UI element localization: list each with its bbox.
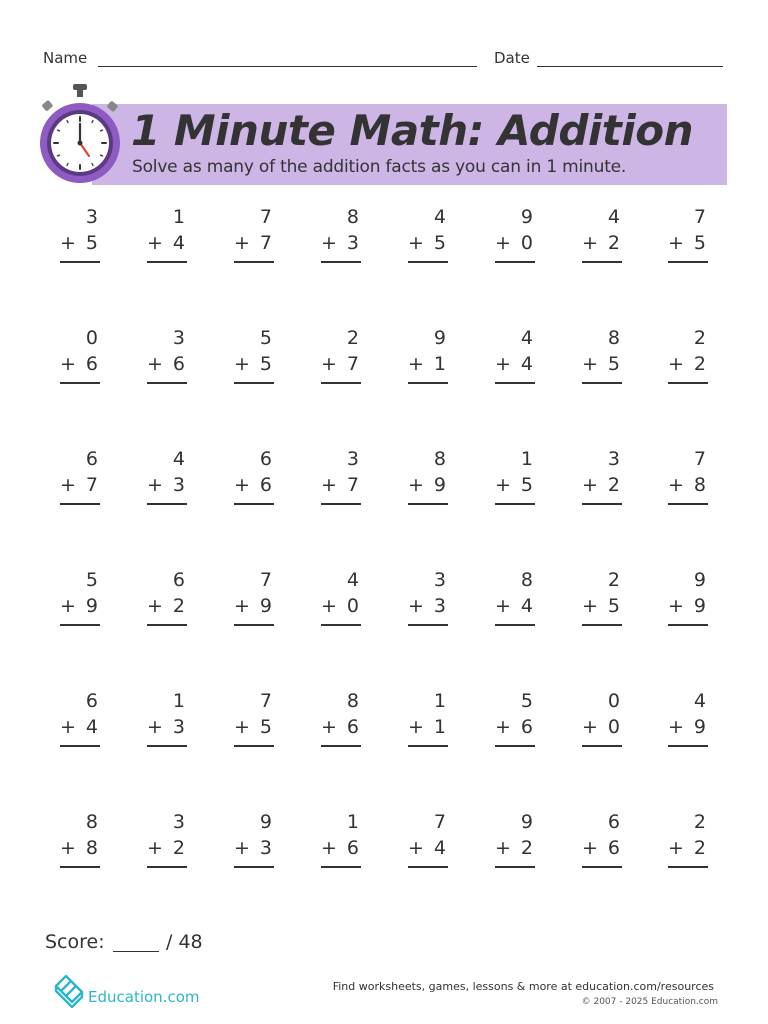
addend-top: 2 (346, 327, 359, 349)
answer-line[interactable] (582, 382, 622, 384)
plus-sign: + (582, 716, 598, 738)
answer-line[interactable] (60, 503, 100, 505)
problem (668, 811, 708, 871)
problem (668, 448, 708, 508)
answer-line[interactable] (60, 624, 100, 626)
addend-top: 8 (346, 206, 359, 228)
addend-bottom: 9 (259, 595, 272, 617)
addend-top: 3 (346, 448, 359, 470)
addend-top: 5 (520, 690, 533, 712)
addend-bottom: 2 (172, 837, 185, 859)
plus-sign: + (582, 837, 598, 859)
problem (147, 811, 187, 871)
addend-bottom: 7 (85, 474, 98, 496)
plus-sign: + (408, 474, 424, 496)
answer-line[interactable] (668, 261, 708, 263)
addend-top: 4 (346, 569, 359, 591)
answer-line[interactable] (234, 745, 274, 747)
addend-top: 7 (433, 811, 446, 833)
answer-line[interactable] (234, 624, 274, 626)
problem (582, 206, 622, 266)
addend-top: 9 (693, 569, 706, 591)
plus-sign: + (408, 353, 424, 375)
addend-bottom: 3 (346, 232, 359, 254)
addend-bottom: 9 (85, 595, 98, 617)
problem (495, 690, 535, 750)
addend-bottom: 5 (607, 353, 620, 375)
problem (234, 811, 274, 871)
problem (234, 569, 274, 629)
addend-top: 4 (693, 690, 706, 712)
answer-line[interactable] (408, 261, 448, 263)
plus-sign: + (668, 232, 684, 254)
problem (321, 206, 361, 266)
problem (668, 327, 708, 387)
addend-top: 8 (85, 811, 98, 833)
answer-line[interactable] (147, 261, 187, 263)
plus-sign: + (234, 353, 250, 375)
problem (60, 811, 100, 871)
plus-sign: + (60, 716, 76, 738)
addend-bottom: 0 (346, 595, 359, 617)
answer-line[interactable] (321, 866, 361, 868)
plus-sign: + (408, 232, 424, 254)
addend-top: 3 (607, 448, 620, 470)
addend-bottom: 1 (433, 353, 446, 375)
answer-line[interactable] (60, 382, 100, 384)
addend-bottom: 2 (607, 232, 620, 254)
addend-bottom: 9 (693, 595, 706, 617)
addend-bottom: 2 (693, 353, 706, 375)
plus-sign: + (60, 837, 76, 859)
plus-sign: + (321, 837, 337, 859)
addend-top: 1 (520, 448, 533, 470)
problem (147, 327, 187, 387)
answer-line[interactable] (234, 503, 274, 505)
plus-sign: + (234, 474, 250, 496)
addend-bottom: 5 (259, 716, 272, 738)
plus-sign: + (495, 353, 511, 375)
addend-top: 3 (172, 811, 185, 833)
addend-bottom: 4 (520, 595, 533, 617)
score-label: Score: (45, 931, 105, 953)
addend-bottom: 7 (346, 353, 359, 375)
problem (582, 327, 622, 387)
addend-top: 8 (520, 569, 533, 591)
answer-line[interactable] (321, 503, 361, 505)
problem (60, 327, 100, 387)
plus-sign: + (582, 232, 598, 254)
addend-bottom: 7 (259, 232, 272, 254)
answer-line[interactable] (582, 624, 622, 626)
addend-bottom: 2 (172, 595, 185, 617)
problem (668, 206, 708, 266)
answer-line[interactable] (408, 382, 448, 384)
problem (147, 206, 187, 266)
problem (60, 206, 100, 266)
answer-line[interactable] (321, 745, 361, 747)
plus-sign: + (234, 837, 250, 859)
addend-bottom: 6 (607, 837, 620, 859)
problem (147, 569, 187, 629)
addend-top: 7 (259, 690, 272, 712)
problem (408, 569, 448, 629)
addend-top: 8 (607, 327, 620, 349)
plus-sign: + (408, 716, 424, 738)
addend-top: 6 (259, 448, 272, 470)
answer-line[interactable] (582, 866, 622, 868)
addend-bottom: 5 (85, 232, 98, 254)
addend-bottom: 8 (693, 474, 706, 496)
addend-top: 4 (520, 327, 533, 349)
answer-line[interactable] (147, 745, 187, 747)
name-field[interactable] (98, 66, 477, 67)
plus-sign: + (321, 232, 337, 254)
addend-top: 2 (607, 569, 620, 591)
addend-bottom: 2 (607, 474, 620, 496)
addend-bottom: 5 (433, 232, 446, 254)
addend-top: 9 (520, 206, 533, 228)
answer-line[interactable] (495, 866, 535, 868)
plus-sign: + (60, 353, 76, 375)
plus-sign: + (495, 837, 511, 859)
problem (582, 448, 622, 508)
problem (408, 206, 448, 266)
addend-top: 1 (172, 690, 185, 712)
date-field[interactable] (537, 66, 723, 67)
footer-tagline: Find worksheets, games, lessons & more at education.com/resources (332, 980, 714, 993)
addend-bottom: 4 (172, 232, 185, 254)
answer-line[interactable] (147, 866, 187, 868)
problem (147, 448, 187, 508)
answer-line[interactable] (60, 866, 100, 868)
addend-bottom: 7 (346, 474, 359, 496)
addend-bottom: 9 (693, 716, 706, 738)
plus-sign: + (234, 232, 250, 254)
date-label: Date (494, 49, 530, 67)
problem (495, 206, 535, 266)
addend-bottom: 6 (346, 716, 359, 738)
plus-sign: + (668, 474, 684, 496)
plus-sign: + (234, 595, 250, 617)
addend-bottom: 5 (520, 474, 533, 496)
plus-sign: + (147, 474, 163, 496)
answer-line[interactable] (60, 745, 100, 747)
addend-top: 7 (259, 569, 272, 591)
addend-bottom: 6 (259, 474, 272, 496)
problem (668, 690, 708, 750)
answer-line[interactable] (147, 382, 187, 384)
addend-bottom: 9 (433, 474, 446, 496)
addend-bottom: 3 (259, 837, 272, 859)
addend-top: 1 (433, 690, 446, 712)
addend-top: 4 (433, 206, 446, 228)
addend-top: 5 (85, 569, 98, 591)
brand-name: Education.com (88, 988, 200, 1006)
plus-sign: + (668, 353, 684, 375)
answer-line[interactable] (495, 503, 535, 505)
answer-line[interactable] (408, 866, 448, 868)
answer-line[interactable] (147, 624, 187, 626)
problem (60, 690, 100, 750)
answer-line[interactable] (408, 745, 448, 747)
plus-sign: + (147, 353, 163, 375)
addend-bottom: 1 (433, 716, 446, 738)
addend-top: 6 (85, 690, 98, 712)
plus-sign: + (147, 595, 163, 617)
plus-sign: + (147, 232, 163, 254)
answer-line[interactable] (147, 503, 187, 505)
addend-bottom: 8 (85, 837, 98, 859)
instructions: Solve as many of the addition facts as you can in 1 minute. (132, 157, 627, 177)
answer-line[interactable] (582, 503, 622, 505)
problem (321, 327, 361, 387)
answer-line[interactable] (408, 624, 448, 626)
addend-bottom: 4 (85, 716, 98, 738)
plus-sign: + (321, 595, 337, 617)
problem (495, 569, 535, 629)
addend-top: 7 (259, 206, 272, 228)
answer-line[interactable] (495, 624, 535, 626)
plus-sign: + (668, 837, 684, 859)
plus-sign: + (408, 837, 424, 859)
addend-top: 3 (85, 206, 98, 228)
plus-sign: + (495, 474, 511, 496)
answer-line[interactable] (321, 382, 361, 384)
addend-bottom: 2 (520, 837, 533, 859)
name-label: Name (43, 49, 88, 67)
problem (321, 569, 361, 629)
addend-bottom: 6 (172, 353, 185, 375)
addend-top: 2 (693, 811, 706, 833)
plus-sign: + (668, 595, 684, 617)
plus-sign: + (321, 353, 337, 375)
addend-bottom: 6 (346, 837, 359, 859)
answer-line[interactable] (582, 261, 622, 263)
addend-top: 0 (607, 690, 620, 712)
answer-line[interactable] (582, 745, 622, 747)
addend-bottom: 6 (85, 353, 98, 375)
problem (408, 811, 448, 871)
problem (321, 811, 361, 871)
addend-top: 5 (259, 327, 272, 349)
addend-bottom: 4 (433, 837, 446, 859)
problem (495, 448, 535, 508)
addend-top: 6 (172, 569, 185, 591)
plus-sign: + (60, 595, 76, 617)
page-title: 1 Minute Math: Addition (131, 106, 694, 155)
answer-line[interactable] (668, 624, 708, 626)
addend-bottom: 5 (693, 232, 706, 254)
plus-sign: + (147, 837, 163, 859)
answer-line[interactable] (234, 261, 274, 263)
plus-sign: + (408, 595, 424, 617)
problem (582, 569, 622, 629)
answer-line[interactable] (234, 866, 274, 868)
answer-line[interactable] (668, 866, 708, 868)
answer-line[interactable] (668, 382, 708, 384)
plus-sign: + (147, 716, 163, 738)
footer-copyright: © 2007 - 2025 Education.com (581, 997, 718, 1007)
stopwatch-icon (34, 80, 126, 190)
plus-sign: + (582, 353, 598, 375)
problem (408, 327, 448, 387)
plus-sign: + (60, 474, 76, 496)
answer-line[interactable] (408, 503, 448, 505)
addend-top: 2 (693, 327, 706, 349)
addend-top: 1 (346, 811, 359, 833)
addend-top: 3 (172, 327, 185, 349)
addend-bottom: 3 (172, 716, 185, 738)
problem (582, 690, 622, 750)
score-total: / 48 (166, 931, 203, 953)
problem (321, 448, 361, 508)
plus-sign: + (668, 716, 684, 738)
addend-top: 7 (693, 206, 706, 228)
addend-top: 9 (259, 811, 272, 833)
addend-bottom: 0 (520, 232, 533, 254)
problem (408, 448, 448, 508)
answer-line[interactable] (668, 503, 708, 505)
answer-line[interactable] (495, 261, 535, 263)
addend-bottom: 0 (607, 716, 620, 738)
answer-line[interactable] (495, 745, 535, 747)
problem (60, 448, 100, 508)
answer-line[interactable] (495, 382, 535, 384)
addend-bottom: 3 (433, 595, 446, 617)
addend-bottom: 2 (693, 837, 706, 859)
score-field[interactable] (113, 951, 159, 952)
plus-sign: + (582, 595, 598, 617)
addend-top: 4 (607, 206, 620, 228)
addend-top: 0 (85, 327, 98, 349)
addend-top: 3 (433, 569, 446, 591)
problem (234, 448, 274, 508)
problem (234, 206, 274, 266)
plus-sign: + (60, 232, 76, 254)
addend-top: 4 (172, 448, 185, 470)
education-logo-icon (52, 972, 92, 1008)
addend-top: 6 (85, 448, 98, 470)
addend-bottom: 5 (607, 595, 620, 617)
answer-line[interactable] (321, 261, 361, 263)
answer-line[interactable] (234, 382, 274, 384)
problem (234, 690, 274, 750)
problem (495, 811, 535, 871)
problem (321, 690, 361, 750)
problem (495, 327, 535, 387)
addend-bottom: 3 (172, 474, 185, 496)
plus-sign: + (495, 232, 511, 254)
plus-sign: + (321, 474, 337, 496)
addend-top: 1 (172, 206, 185, 228)
addend-bottom: 6 (520, 716, 533, 738)
plus-sign: + (234, 716, 250, 738)
answer-line[interactable] (321, 624, 361, 626)
addend-top: 7 (693, 448, 706, 470)
addend-top: 8 (346, 690, 359, 712)
addend-top: 6 (607, 811, 620, 833)
problem (408, 690, 448, 750)
plus-sign: + (495, 595, 511, 617)
plus-sign: + (582, 474, 598, 496)
plus-sign: + (495, 716, 511, 738)
addend-top: 9 (433, 327, 446, 349)
plus-sign: + (321, 716, 337, 738)
problem (60, 569, 100, 629)
problem (582, 811, 622, 871)
answer-line[interactable] (668, 745, 708, 747)
answer-line[interactable] (60, 261, 100, 263)
addend-top: 9 (520, 811, 533, 833)
problem (668, 569, 708, 629)
addend-bottom: 4 (520, 353, 533, 375)
addend-top: 8 (433, 448, 446, 470)
addend-bottom: 5 (259, 353, 272, 375)
problem (147, 690, 187, 750)
problem (234, 327, 274, 387)
